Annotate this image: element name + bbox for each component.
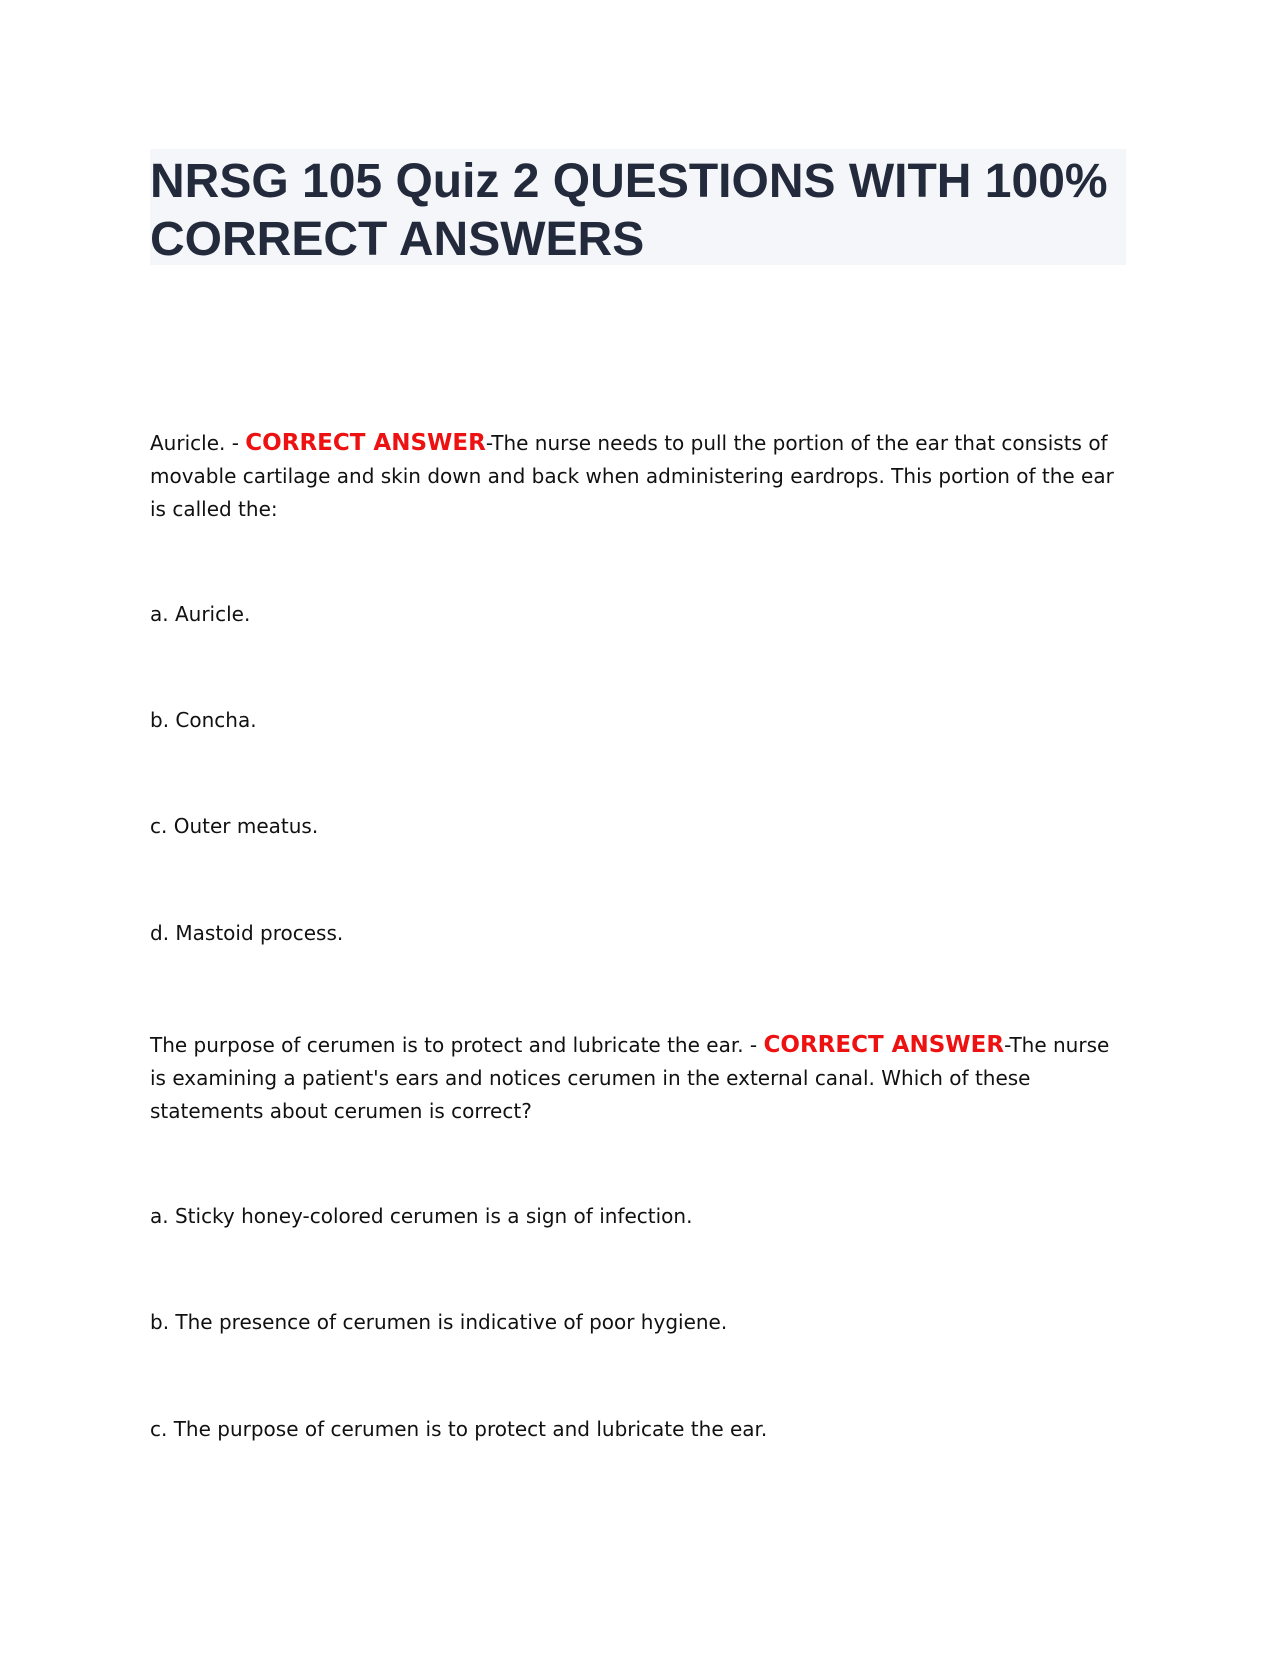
question-1-option-b: b. Concha. xyxy=(150,708,257,732)
question-2-option-b: b. The presence of cerumen is indicative of poor hygiene. xyxy=(150,1310,728,1334)
question-2-text: -The nurse is examining a patient's ears and notices cerumen in the external canal. Which of these statements about cerumen is correct? xyxy=(150,1033,1110,1123)
title-block xyxy=(150,149,1126,265)
correct-answer-label: CORRECT ANSWER xyxy=(763,1032,1005,1058)
question-1-option-c: c. Outer meatus. xyxy=(150,814,319,838)
question-1-option-d: d. Mastoid process. xyxy=(150,921,344,945)
question-2-option-c: c. The purpose of cerumen is to protect and lubricate the ear. xyxy=(150,1417,768,1441)
correct-answer-label: CORRECT ANSWER xyxy=(245,430,486,456)
question-1-option-a: a. Auricle. xyxy=(150,602,251,626)
question-1-text: -The nurse needs to pull the portion of the ear that consists of movable cartilage and skin down and back when administering eardrops. This portion of the ear is called the: xyxy=(150,431,1114,521)
page-title: NRSG 105 Quiz 2 QUESTIONS WITH 100% CORRECT ANSWERS xyxy=(150,155,1108,266)
question-2 xyxy=(150,1029,1130,1128)
question-1-answer: Auricle. - xyxy=(150,431,246,455)
question-2-answer: The purpose of cerumen is to protect and lubricate the ear. - xyxy=(150,1033,764,1057)
question-2-option-a: a. Sticky honey-colored cerumen is a sign of infection. xyxy=(150,1204,693,1228)
question-1 xyxy=(150,427,1130,526)
